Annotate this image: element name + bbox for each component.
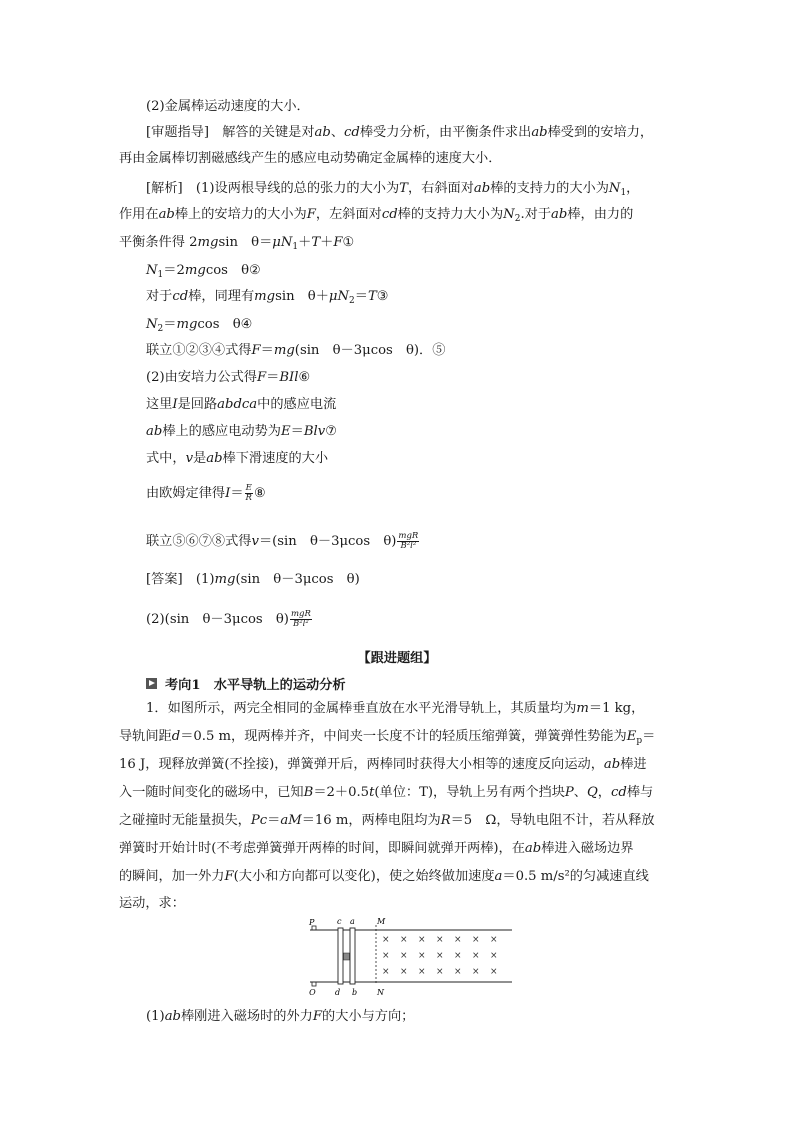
equation-2: $N_1=2mgcos$ θ② — [146, 263, 261, 280]
magnetic-field — [382, 935, 498, 977]
analysis-line-2: 作用在ab棒上的安培力的大小为F，左斜面对cd棒的支持力大小为$N_2$.对于ab棒，由力的 — [119, 207, 634, 224]
spring — [344, 953, 350, 960]
field-x-mark: × — [454, 967, 462, 977]
field-x-mark: × — [490, 935, 498, 945]
problem-line-7: 的瞬间，加一外力F(大小和方向都可以变化)，使之始终做加速度a＝0.5 m/s²的匀减速直线 — [119, 869, 649, 884]
equation-result: 联立⑤⑥⑦⑧式得v＝(sin θ－3μcos θ) $\frac{\text{mgR}}{\text{B²l²}}$ — [146, 531, 419, 551]
field-x-mark: × — [472, 967, 480, 977]
field-x-mark: × — [436, 935, 444, 945]
field-x-mark: × — [436, 967, 444, 977]
answer-line-2: (2)(sin θ－3μcos θ) $\frac{\text{mgR}}{\text{B²l²}}$ — [146, 609, 311, 629]
equation-1: 平衡条件得 2mgsin $\theta=\mu N_1+T+F①$ — [119, 235, 355, 252]
equation-3: 对于cd棒，同理有mgsin $\theta+\mu N_2=T③$ — [146, 289, 389, 306]
field-x-mark: × — [400, 951, 408, 961]
field-x-mark: × — [490, 951, 498, 961]
label-p: P — [309, 918, 315, 927]
rod-cd — [338, 928, 343, 984]
fraction-mgr: $\frac{\text{mgR}}{\text{B²l²}}$ — [398, 531, 419, 551]
field-x-mark: × — [418, 935, 426, 945]
field-x-mark: × — [454, 935, 462, 945]
equation-8: 由欧姆定律得I＝ $\frac{E}{R}$ ⑧ — [146, 483, 266, 503]
analysis-line-current: 这里I是回路abdca中的感应电流 — [146, 397, 337, 412]
field-x-mark: × — [418, 967, 426, 977]
label-c: c — [337, 917, 342, 926]
equation-4: $N_2=mgcos$ θ④ — [146, 317, 253, 334]
analysis-line-1: [解析] (1)设两根导线的总的张力的大小为T，右斜面对ab棒的支持力的大小为$N_1$， — [146, 181, 640, 198]
analysis-line-velocity: 式中，v是ab棒下滑速度的大小 — [146, 451, 329, 466]
problem-line-2: 导轨间距d＝0.5 m，现两棒并齐，中间夹一长度不计的轻质压缩弹簧，弹簧弹性势能为$E_p=$ — [119, 729, 656, 746]
field-x-mark: × — [472, 951, 480, 961]
label-q: Q — [309, 988, 316, 995]
problem-line-4: 入一随时间变化的磁场中，已知B＝2＋0.5t(单位：T)，导轨上另有两个挡块P、Q，cd棒与 — [119, 785, 654, 800]
section-heading: 【跟进题组】 — [357, 651, 437, 666]
problem-line-1: 1．如图所示，两完全相同的金属棒垂直放在水平光滑导轨上，其质量均为m＝1 kg， — [146, 701, 645, 716]
fraction-mgr-answer: $\frac{\text{mgR}}{\text{B²l²}}$ — [290, 609, 311, 629]
field-x-mark: × — [382, 967, 390, 977]
equation-6: (2)由安培力公式得F＝BIl⑥ — [146, 370, 311, 385]
block-q — [312, 982, 316, 986]
field-x-mark: × — [454, 951, 462, 961]
label-d: d — [335, 988, 341, 995]
label-a: a — [350, 917, 355, 926]
equation-7: ab棒上的感应电动势为E＝Blv⑦ — [146, 424, 338, 439]
rod-ab — [350, 928, 355, 984]
equation-5: 联立①②③④式得F＝mg(sin θ－3μcos θ)．⑤ — [146, 343, 446, 358]
guide-line-1: [审题指导] 解答的关键是对ab、cd棒受力分析，由平衡条件求出ab棒受到的安培力， — [146, 125, 654, 140]
field-x-mark: × — [490, 967, 498, 977]
field-x-mark: × — [418, 951, 426, 961]
field-x-mark: × — [472, 935, 480, 945]
problem-line-8: 运动，求： — [119, 896, 185, 911]
problem-line-6: 弹簧时开始计时(不考虑弹簧弹开两棒的时间，即瞬间就弹开两棒)，在ab棒进入磁场边界 — [119, 841, 634, 856]
guide-line-2: 再由金属棒切割磁感线产生的感应电动势确定金属棒的速度大小． — [119, 151, 502, 166]
field-x-mark: × — [382, 951, 390, 961]
answer-line-1: [答案] (1)mg(sin θ－3μcos θ) — [146, 572, 360, 587]
field-x-mark: × — [400, 935, 408, 945]
label-b: b — [352, 988, 358, 995]
field-x-mark: × — [436, 951, 444, 961]
line-subq2: (2)金属棒运动速度的大小． — [146, 99, 310, 114]
play-triangle-icon — [146, 678, 157, 689]
problem-line-3: 16 J，现释放弹簧(不拴接)，弹簧弹开后，两棒同时获得大小相等的速度反向运动，ab棒进 — [119, 757, 647, 772]
topic-tag: 考向1 水平导轨上的运动分析 — [146, 674, 346, 693]
fraction-e-over-r: $\frac{E}{R}$ — [245, 483, 252, 503]
field-x-mark: × — [400, 967, 408, 977]
problem-line-5: 之碰撞时无能量损失，Pc＝aM＝16 m，两棒电阻均为R＝5 Ω，导轨电阻不计，若从释放 — [119, 813, 655, 828]
question-1: (1)ab棒刚进入磁场时的外力F的大小与方向； — [146, 1009, 415, 1024]
rail-diagram — [306, 915, 516, 995]
label-m: M — [377, 917, 386, 926]
label-n: N — [377, 988, 384, 995]
field-x-mark: × — [382, 935, 390, 945]
